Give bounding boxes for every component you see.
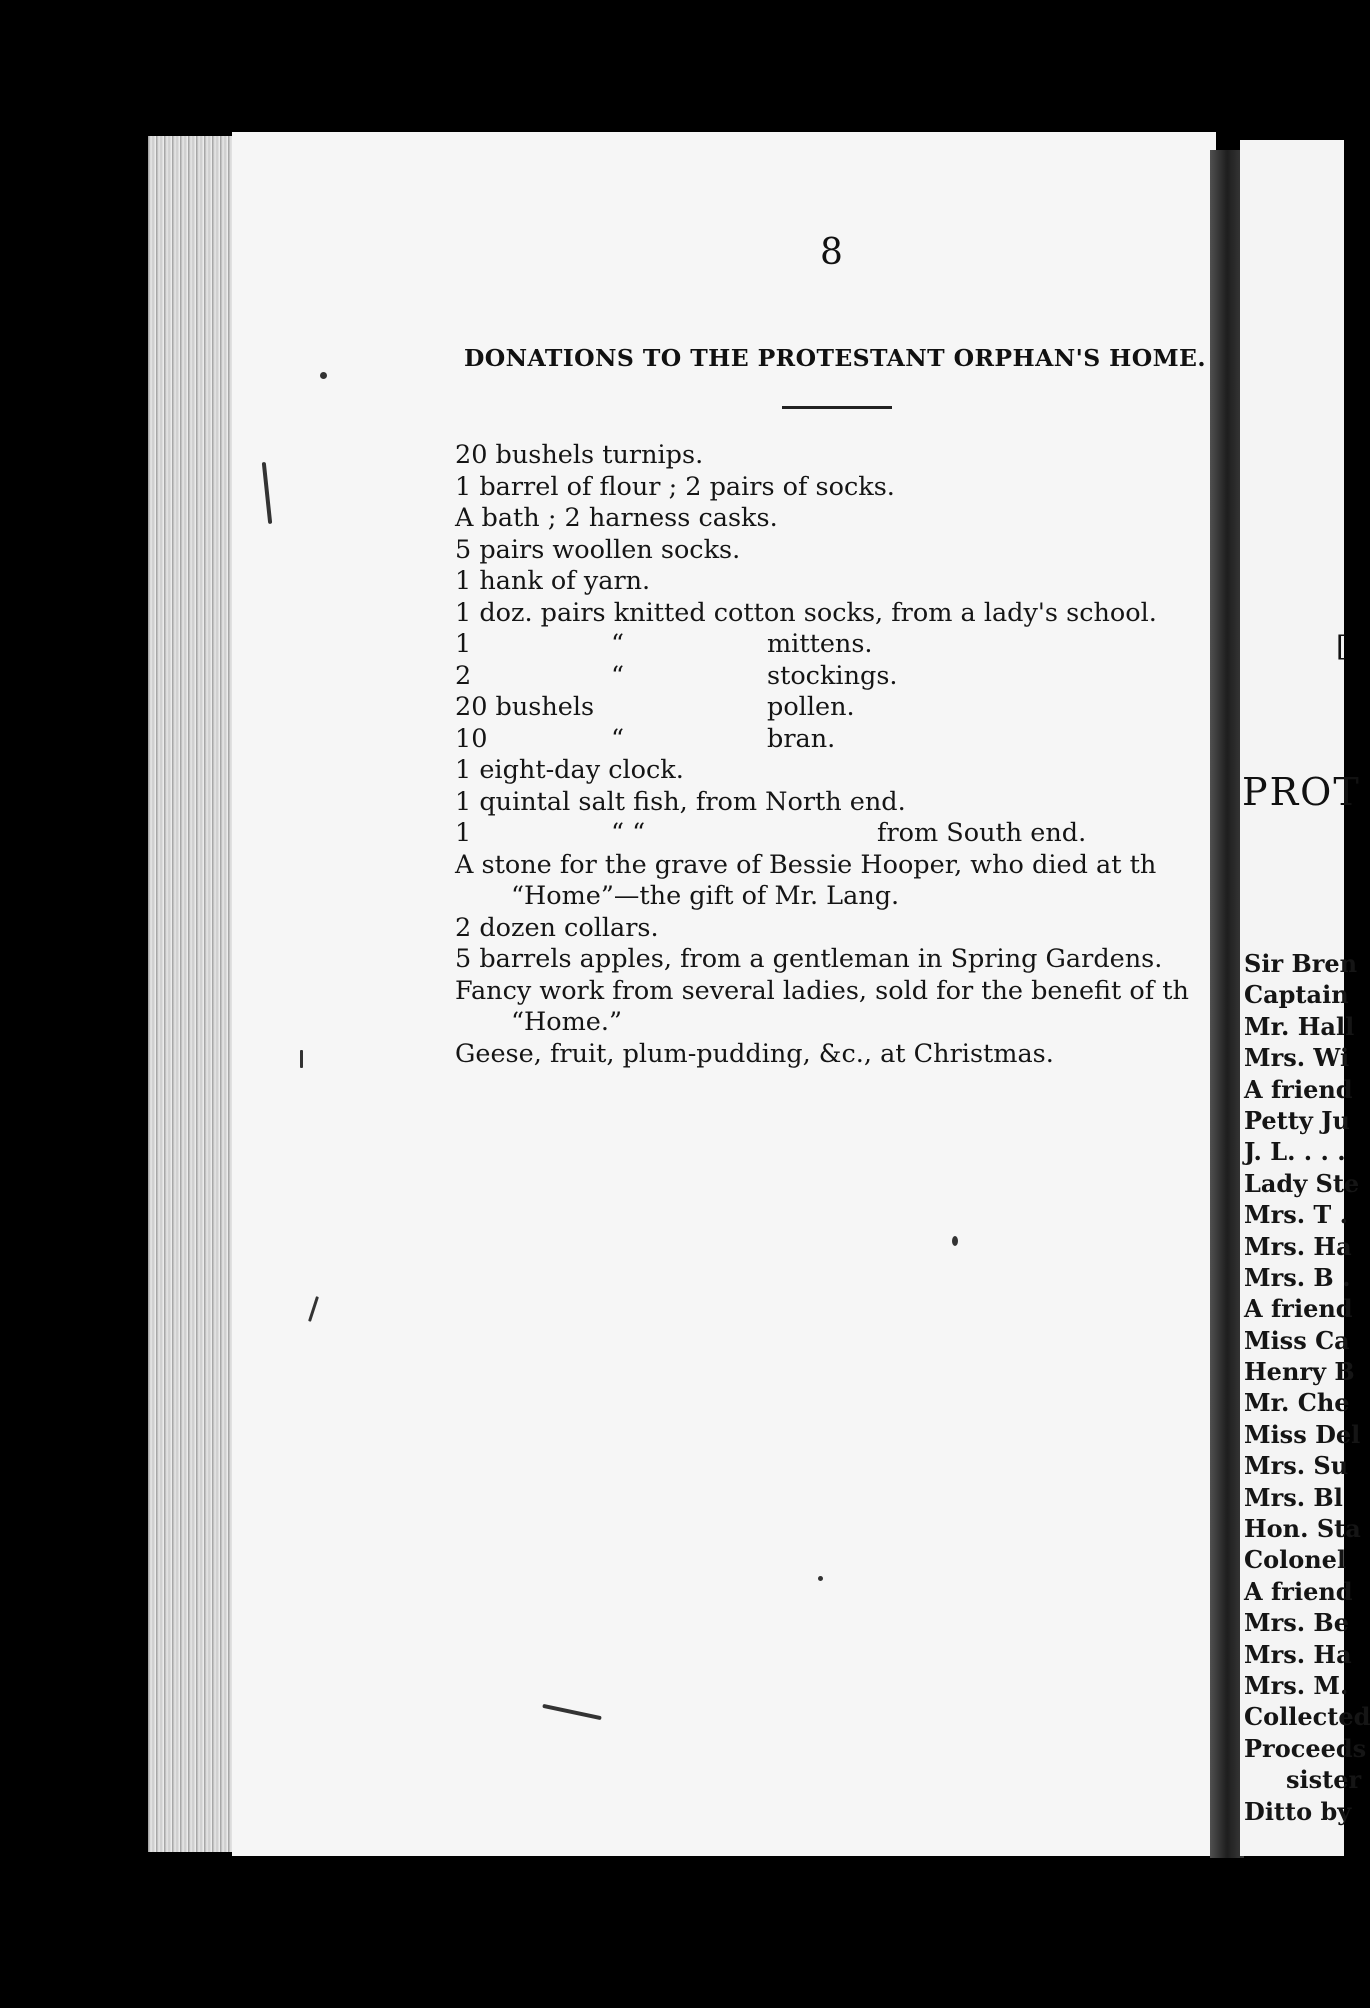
- scan-speck: [300, 1050, 303, 1068]
- donation-text: pollen.: [767, 692, 855, 722]
- donation-entry: [455, 913, 1215, 945]
- contributor-name: Mrs. Ha: [1244, 1639, 1352, 1669]
- scan-speck: [952, 1236, 958, 1246]
- donation-entry: [455, 535, 1215, 567]
- donation-text: stockings.: [767, 660, 898, 691]
- contributor-name: sister: [1286, 1765, 1362, 1795]
- contributor-name: Collected: [1244, 1702, 1370, 1732]
- donation-text: “Home.”: [511, 1007, 623, 1037]
- donation-quantity: 20 bushels: [455, 692, 595, 722]
- ditto-mark: “: [611, 723, 625, 754]
- contributor-name: Proceeds: [1244, 1733, 1367, 1763]
- donation-text: mittens.: [767, 629, 873, 659]
- ditto-mark: “ “: [611, 818, 646, 848]
- donation-entry: [455, 881, 1215, 913]
- donation-list: [455, 440, 1215, 1070]
- donation-text: 5 barrels apples, from a gentleman in Spring Gardens.: [455, 944, 1163, 974]
- donation-text: 1 hank of yarn.: [455, 566, 651, 596]
- donation-text: A stone for the grave of Bessie Hooper, who died at th: [455, 849, 1157, 880]
- contributor-name: Mrs. Ha: [1244, 1231, 1352, 1261]
- donation-text: 2 dozen collars.: [455, 912, 659, 943]
- contributor-name: J. L. . . .: [1244, 1137, 1346, 1167]
- donation-text: Fancy work from several ladies, sold for the benefit of th: [455, 975, 1189, 1006]
- right-page: [1240, 140, 1370, 1856]
- contributor-name: Sir Bren: [1244, 949, 1358, 978]
- contributor-name: Lady Ste: [1244, 1168, 1360, 1198]
- page-number: 8: [820, 232, 843, 273]
- contributor-name: Miss Del: [1244, 1419, 1361, 1449]
- title-rule: [782, 406, 892, 409]
- donation-quantity: 1: [455, 818, 472, 848]
- right-page-name-list: [1244, 948, 1370, 1827]
- donation-text: “Home”—the gift of Mr. Lang.: [511, 881, 900, 911]
- donation-text: from South end.: [877, 818, 1087, 848]
- donation-entry: [455, 850, 1215, 882]
- contributor-name: Henry B: [1244, 1357, 1355, 1387]
- donation-entry: [455, 692, 1215, 724]
- donation-entry: [455, 818, 1215, 850]
- contributor-name: Petty Ju: [1244, 1105, 1350, 1135]
- contributor-name: Hon. Sta: [1244, 1514, 1361, 1544]
- contributor-name: Mrs. Wi: [1244, 1043, 1350, 1073]
- donation-text: 1 eight-day clock.: [455, 755, 684, 785]
- donation-text: 1 barrel of flour ; 2 pairs of socks.: [455, 471, 895, 502]
- donation-entry: [455, 598, 1215, 630]
- donation-entry: [455, 566, 1215, 598]
- contributor-name: Mr. Che: [1244, 1388, 1350, 1418]
- contributor-name: Ditto by: [1244, 1796, 1352, 1826]
- contributor-name: A friend: [1244, 1576, 1353, 1606]
- right-page-heading: PROT: [1242, 770, 1361, 814]
- contributor-name: Mr. Hall: [1244, 1011, 1355, 1041]
- donation-quantity: 1: [455, 629, 472, 659]
- donation-entry: [455, 661, 1215, 693]
- page-title: DONATIONS TO THE PROTESTANT ORPHAN'S HOME.: [464, 344, 1206, 372]
- contributor-name: Mrs. B .: [1244, 1262, 1351, 1292]
- scan-speck: [818, 1576, 823, 1581]
- donation-entry: [455, 472, 1215, 504]
- scan-speck: [320, 372, 327, 379]
- donation-entry: [455, 1007, 1215, 1039]
- donation-text: 20 bushels turnips.: [455, 440, 704, 470]
- ditto-mark: “: [611, 629, 625, 659]
- donation-entry: [455, 787, 1215, 819]
- donation-entry: [455, 944, 1215, 976]
- donation-quantity: 2: [455, 660, 472, 691]
- right-page-fragment: [: [1336, 630, 1347, 663]
- contributor-name: Mrs. M.: [1244, 1670, 1349, 1700]
- donation-entry: [455, 724, 1215, 756]
- contributor-name: Mrs. Su: [1244, 1451, 1349, 1481]
- contributor-name: Mrs. T .: [1244, 1200, 1349, 1230]
- contributor-name: A friend: [1244, 1074, 1353, 1104]
- donation-text: bran.: [767, 723, 836, 754]
- donation-entry: [455, 440, 1215, 472]
- contributor-name: Captain: [1244, 980, 1349, 1010]
- donation-text: 5 pairs woollen socks.: [455, 534, 741, 565]
- donation-entry: [455, 1039, 1215, 1071]
- donation-quantity: 10: [455, 723, 488, 754]
- donation-text: Geese, fruit, plum-pudding, &c., at Christmas.: [455, 1038, 1054, 1069]
- donation-entry: [455, 976, 1215, 1008]
- contributor-name: A friend: [1244, 1294, 1353, 1324]
- ditto-mark: “: [611, 660, 625, 691]
- donation-entry: [455, 629, 1215, 661]
- contributor-name: Mrs. Bl: [1244, 1482, 1343, 1512]
- donation-entry: [455, 755, 1215, 787]
- donation-entry: [455, 503, 1215, 535]
- donation-text: A bath ; 2 harness casks.: [455, 503, 778, 533]
- book-gutter: [1210, 150, 1244, 1858]
- contributor-name: Miss Ca: [1244, 1325, 1350, 1355]
- book-page-edges: [148, 136, 238, 1852]
- donation-text: 1 doz. pairs knitted cotton socks, from a lady's school.: [455, 597, 1157, 628]
- donation-text: 1 quintal salt fish, from North end.: [455, 786, 906, 817]
- contributor-name: Mrs. Be: [1244, 1608, 1349, 1638]
- contributor-name: Colonel: [1244, 1545, 1347, 1575]
